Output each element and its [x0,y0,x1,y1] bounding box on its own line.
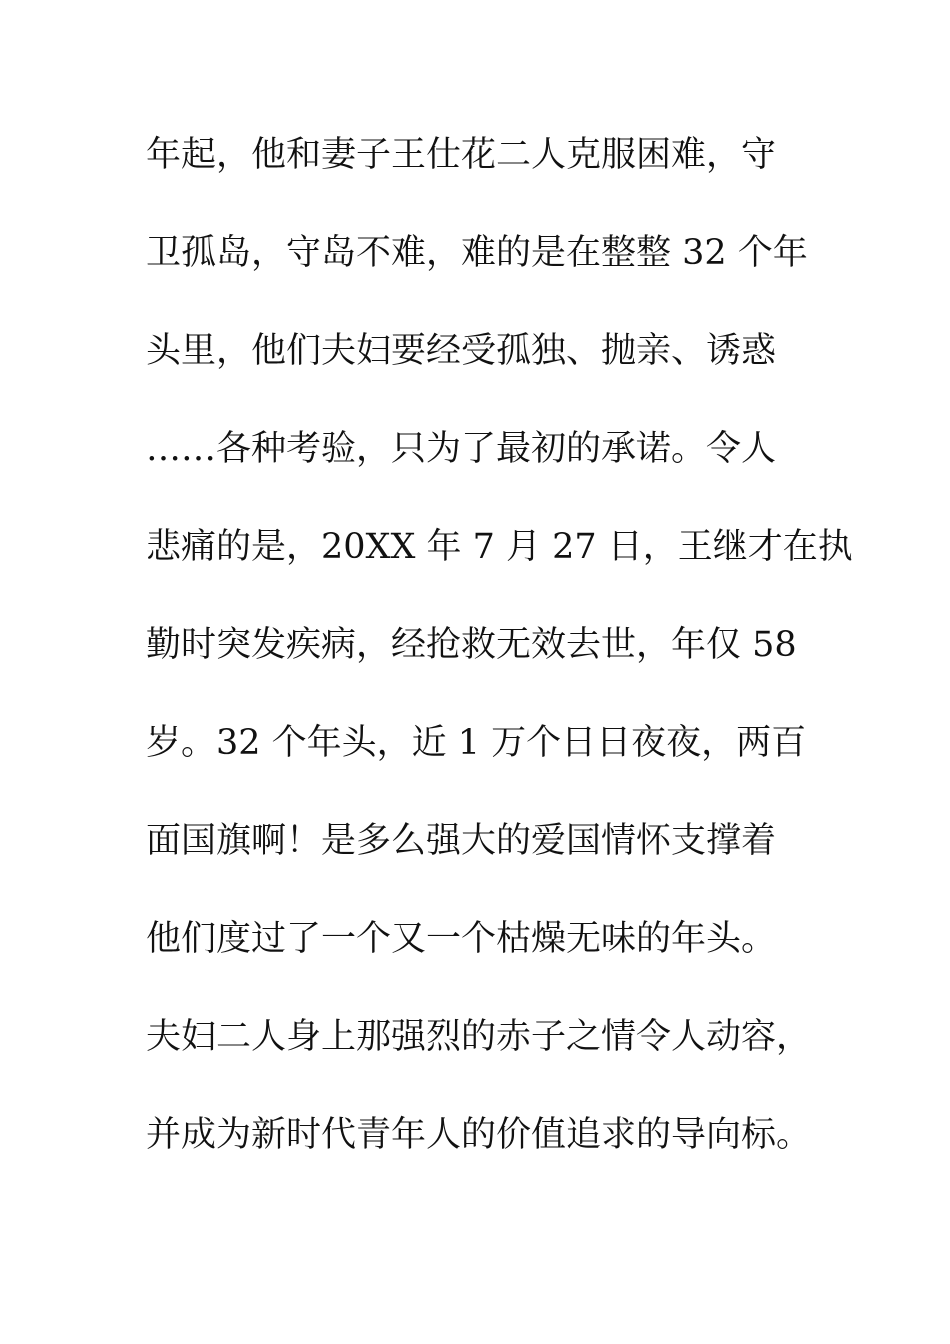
text-line: ……各种考验，只为了最初的承诺。令人 [146,429,777,469]
text-line: 卫孤岛，守岛不难，难的是在整整 32 个年 [146,233,808,273]
text-line: 面国旗啊！是多么强大的爱国情怀支撑着 [146,821,777,861]
text-line: 并成为新时代青年人的价值追求的导向标。 [146,1115,812,1155]
text-line: 悲痛的是，20XX 年 7 月 27 日，王继才在执 [146,527,853,567]
text-line: 勤时突发疾病，经抢救无效去世，年仅 58 [146,625,797,665]
text-line: 他们度过了一个又一个枯燥无味的年头。 [146,919,777,959]
text-line: 年起，他和妻子王仕花二人克服困难，守 [146,135,777,175]
text-line: 夫妇二人身上那强烈的赤子之情令人动容， [146,1017,812,1057]
text-line: 岁。32 个年头，近 1 万个日日夜夜，两百 [146,723,807,763]
text-line: 头里，他们夫妇要经受孤独、抛亲、诱惑 [146,331,777,371]
document-body-text [146,120,853,1198]
